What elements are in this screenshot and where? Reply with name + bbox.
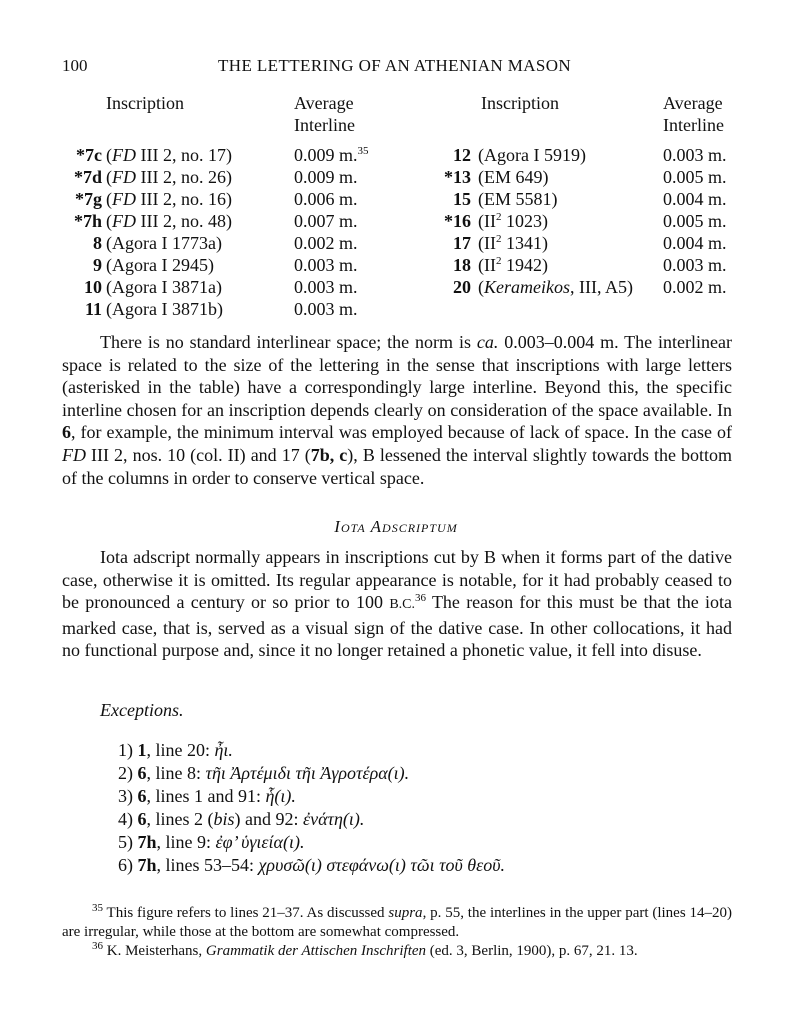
col-header-inscription-left: Inscription — [106, 93, 184, 113]
table-row-value: 0.005 m. — [663, 211, 727, 231]
table-row-number: 10 — [84, 277, 102, 297]
table-row-value: 0.003 m. — [294, 299, 358, 319]
list-item: 4) 6, lines 2 (bis) and 92: ἐνάτη(ι). — [118, 809, 365, 829]
list-item: 5) 7h, line 9: ἐφ’ ὑγιεία(ι). — [118, 832, 305, 852]
col-header-interline-line2: Interline — [294, 115, 355, 135]
table-row-number: *7h — [73, 211, 102, 231]
table-row-value: 0.002 m. — [294, 233, 358, 253]
paragraph-iota: Iota adscript normally appears in inscriptions cut by B when it forms part of the dative case, otherwise it is omitted. Its regular appearance is notable, for it had probably ceased to be pronounced a century or so prior to 100 B.C.$^{36}$ The reason for this must be that the iota marked case, that is, served as a visual sign of the dative case. In other collocations, it had no functional purpose and, since it no longer retained a phonetic value, it fell into disuse. — [62, 547, 732, 661]
table-row-number: *7c — [76, 145, 102, 165]
table-row-reference: (Agora I 2945) — [106, 255, 214, 275]
table-row-number: *7d — [73, 167, 102, 187]
table-row-number: 17 — [453, 233, 471, 253]
list-item: 2) 6, line 8: τῆι Ἀρτέμιδι τῆι Ἀγροτέρα(ι). — [118, 763, 410, 783]
table-row-value: 0.009 m.$^{35}$ — [294, 145, 369, 165]
table-row-value: 0.007 m. — [294, 211, 358, 231]
table-row-reference: ($II^2$ 1023) — [478, 211, 548, 231]
paragraph-interline: There is no standard interlinear space; the norm is ca. 0.003–0.004 m. The interlinear space is related to the size of the lettering in the sense that inscriptions with large letters (asterisked in the table) have a correspondingly large interline. Beyond this, the specific interline chosen for an inscription depends clearly on consideration of the space available. In 6, for example, the minimum interval was employed because of lack of space. In the case of FD III 2, nos. 10 (col. II) and 17 (7b, c), B lessened the interval slightly towards the bottom of the columns in order to conserve vertical space. — [62, 332, 733, 488]
footnote-mark: 35 — [357, 145, 369, 157]
footnote-35: $^{35}$ This figure refers to lines 21–37. As discussed supra, p. 55, the interlines in the upper part (lines 14–20) are irregular, while those at the bottom are somewhat compressed. — [62, 902, 732, 940]
footnote-mark: 36 — [415, 592, 426, 605]
table-row-reference: (Agora I 3871b) — [106, 299, 223, 319]
table-row-value: 0.003 m. — [663, 255, 727, 275]
table-row-reference: (Agora I 3871a) — [106, 277, 222, 297]
table-row-number: *13 — [444, 167, 471, 187]
table-row-number: *16 — [444, 211, 471, 231]
table-row-number: 18 — [453, 255, 471, 275]
table-row-value: 0.004 m. — [663, 233, 727, 253]
col-header-interline-left — [294, 92, 355, 136]
table-row-reference: (FD III 2, no. 48) — [106, 211, 232, 231]
exceptions-heading: Exceptions. — [100, 700, 184, 720]
table-row-number: 12 — [453, 145, 471, 165]
col-header-interline-line1: Average — [663, 93, 723, 113]
table-row-number: 20 — [453, 277, 471, 297]
table-row-reference: (FD III 2, no. 16) — [106, 189, 232, 209]
table-row-value: 0.004 m. — [663, 189, 727, 209]
list-item: 3) 6, lines 1 and 91: ἧ(ι). — [118, 786, 296, 806]
table-row-reference: (Agora I 1773a) — [106, 233, 222, 253]
col-header-interline-line2: Interline — [663, 115, 724, 135]
table-row-reference: (EM 5581) — [478, 189, 558, 209]
list-item: 6) 7h, lines 53–54: χρυσῶ(ι) στεφάνω(ι) τῶι τοῦ θεοῦ. — [118, 855, 505, 875]
table-row-reference: ($II^2$ 1341) — [478, 233, 548, 253]
col-header-interline-line1: Average — [294, 93, 354, 113]
table-row-number: 8 — [93, 233, 102, 253]
table-row-number: 9 — [93, 255, 102, 275]
table-row-number: 11 — [84, 299, 102, 319]
table-row-value: 0.003 m. — [294, 277, 358, 297]
section-title: Iota Adscriptum — [334, 517, 458, 536]
table-row-value: 0.002 m. — [663, 277, 727, 297]
table-row-number: 15 — [453, 189, 471, 209]
list-item: 1) 1, line 20: ἦι. — [118, 740, 233, 760]
table-row-reference: (FD III 2, no. 26) — [106, 167, 232, 187]
page-number: 100 — [62, 56, 88, 75]
footnote-36: $^{36}$ K. Meisterhans, Grammatik der Attischen Inschriften (ed. 3, Berlin, 1900), p. 67, 21. 13. — [92, 940, 638, 959]
table-row-value: 0.003 m. — [294, 255, 358, 275]
table-row-value: 0.003 m. — [663, 145, 727, 165]
table-row-value: 0.009 m. — [294, 167, 358, 187]
table-row-reference: (Kerameikos, III, A5) — [478, 277, 633, 297]
running-title: THE LETTERING OF AN ATHENIAN MASON — [218, 56, 572, 75]
table-row-reference: (EM 649) — [478, 167, 549, 187]
table-row-reference: (Agora I 5919) — [478, 145, 586, 165]
col-header-inscription-right: Inscription — [481, 93, 559, 113]
table-row-value: 0.006 m. — [294, 189, 358, 209]
col-header-interline-right — [663, 92, 724, 136]
table-row-value: 0.005 m. — [663, 167, 727, 187]
table-row-reference: ($II^2$ 1942) — [478, 255, 548, 275]
table-row-reference: (FD III 2, no. 17) — [106, 145, 232, 165]
table-row-number: *7g — [75, 189, 102, 209]
